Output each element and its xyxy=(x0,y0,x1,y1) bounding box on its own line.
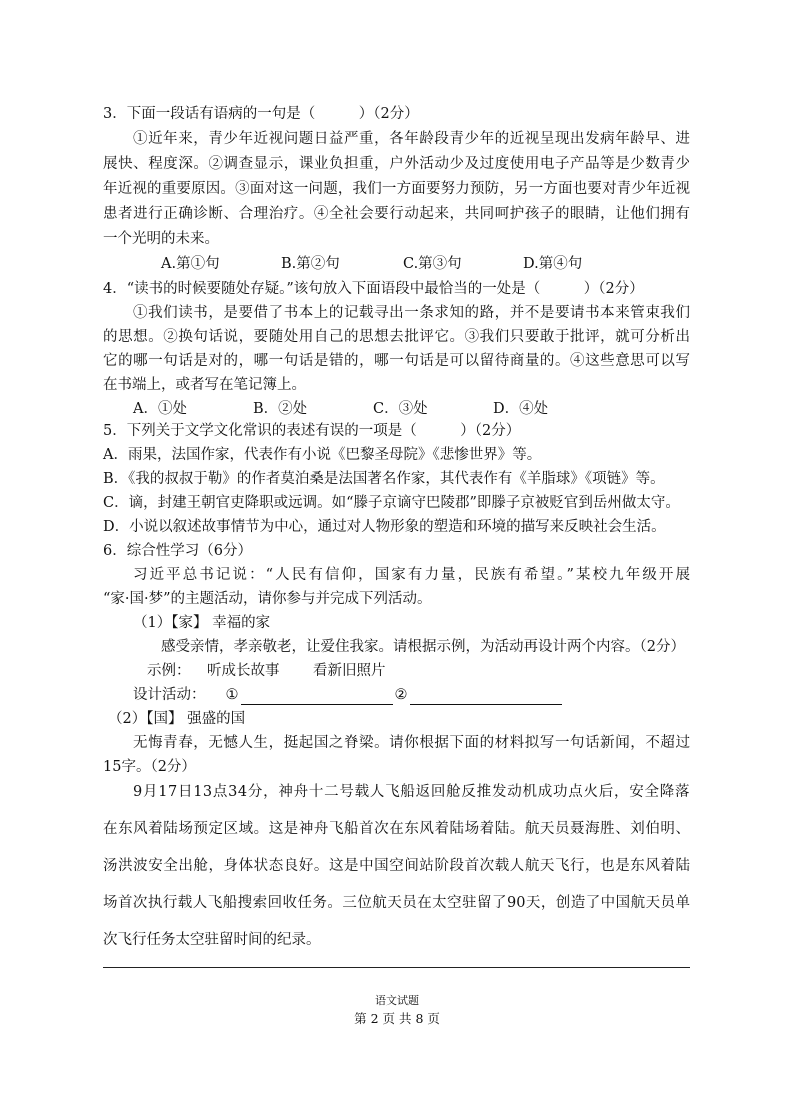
news-material-line: 场首次执行载人飞船搜索回收任务。三位航天员在太空驻留了90天，创造了中国航天员单 xyxy=(103,895,690,911)
q4-text-line: ①我们读书，是要借了书本上的记载寻出一条求知的路，并不是要请书本来管束我们 xyxy=(133,305,690,321)
q3-option-c: C.第③句 xyxy=(403,256,462,272)
news-material-line: 汤洪波安全出舱，身体状态良好。这是中国空间站阶段首次载人航天飞行，也是东风着陆 xyxy=(103,858,690,874)
q3-text-line: ①近年来，青少年近视问题日益严重，各年龄段青少年的近视呈现出发病年龄早、进 xyxy=(133,131,690,147)
q5-option-b: B．《我的叔叔于勒》的作者莫泊桑是法国著名作家，其代表作有《羊脂球》《项链》等。 xyxy=(103,471,665,487)
answer-blank-1[interactable] xyxy=(241,690,393,705)
q6-intro-line: 习近平总书记说：“人民有信仰，国家有力量，民族有希望。”某校九年级开展 xyxy=(133,567,690,583)
q4-option-a: A．①处 xyxy=(133,401,187,417)
news-material-line: 9月17日13点34分，神舟十二号载人飞船返回舱反推发动机成功点火后，安全降落 xyxy=(133,784,690,800)
page-number: 第 2 页 共 8 页 xyxy=(354,1011,440,1026)
q4-text-line: 在书端上，或者写在笔记簿上。 xyxy=(103,377,306,393)
q3-stem: 3．下面一段话有语病的一句是（ ）（2分） xyxy=(103,106,419,122)
example-label: 示例： xyxy=(147,663,191,679)
q3-text-line: 展快、程度深。②调查显示，课业负担重，户外活动少及过度使用电子产品等是少数青少 xyxy=(103,156,690,172)
q3-text-line: 年近视的重要原因。③面对这一问题，我们一方面要努力预防，另一方面也要对青少年近视 xyxy=(103,181,690,197)
answer-blank-2[interactable] xyxy=(410,690,562,705)
q6-part2-task-line: 无悔青春，无憾人生，挺起国之脊梁。请你根据下面的材料拟写一句话新闻，不超过 xyxy=(133,735,690,751)
q6-stem: 6．综合性学习（6分） xyxy=(103,543,252,559)
q4-option-c: C．③处 xyxy=(373,401,428,417)
q6-part1-task: 感受亲情，孝亲敬老，让爱住我家。请根据示例，为活动再设计两个内容。（2分） xyxy=(161,639,685,655)
q3-option-d: D.第④句 xyxy=(523,256,583,272)
news-material-line: 在东风着陆场预定区域。这是神舟飞船首次在东风着陆场着陆。航天员聂海胜、刘伯明、 xyxy=(103,821,690,837)
example-activity-1: 听成长故事 xyxy=(207,663,280,679)
q5-option-a: A．雨果，法国作家，代表作有小说《巴黎圣母院》《悲惨世界》等。 xyxy=(103,447,542,463)
footer-divider xyxy=(103,967,690,968)
q6-intro-line: “家·国·梦”的主题活动，请你参与并完成下列活动。 xyxy=(103,591,432,607)
q5-option-c: C．谪，封建王朝官吏降职或远调。如“滕子京谪守巴陵郡”即滕子京被贬官到岳州做太守。 xyxy=(103,495,680,511)
example-activity-2: 看新旧照片 xyxy=(313,663,386,679)
news-material-line: 次飞行任务太空驻留时间的纪录。 xyxy=(103,932,321,948)
q6-part2-task-line: 15字。（2分） xyxy=(103,759,196,775)
q5-option-d: D．小说以叙述故事情节为中心，通过对人物形象的塑造和环境的描写来反映社会生活。 xyxy=(103,519,666,535)
q4-text-line: 的思想。②换句话说，要随处用自己的思想去批评它。③我们只要敢于批评，就可分析出 xyxy=(103,329,690,345)
blank-2-marker: ② xyxy=(394,687,408,703)
q4-option-b: B．②处 xyxy=(253,401,308,417)
design-activity-row xyxy=(133,685,564,705)
footer-subject: 语文试题 xyxy=(375,994,419,1007)
q6-part1-title: （1）【家】 幸福的家 xyxy=(133,615,271,631)
q6-part2-title: （2）【国】 强盛的国 xyxy=(108,711,246,727)
design-activity-label: 设计活动： xyxy=(133,687,206,703)
q5-stem: 5．下列关于文学文化常识的表述有误的一项是（ ）（2分） xyxy=(103,423,521,439)
q3-text-line: 一个光明的未来。 xyxy=(103,231,219,247)
q3-option-b: B.第②句 xyxy=(281,256,340,272)
q3-text-line: 患者进行正确诊断、合理治疗。④全社会要行动起来，共同呵护孩子的眼睛，让他们拥有 xyxy=(103,206,690,222)
q4-text-line: 它的哪一句话是对的，哪一句话是错的，哪一句话是可以留待商量的。④这些意思可以写 xyxy=(103,353,690,369)
q4-stem: 4．“读书的时候要随处存疑。”该句放入下面语段中最恰当的一处是（ ）（2分） xyxy=(103,281,644,297)
q3-option-a: A.第①句 xyxy=(161,256,220,272)
q4-option-d: D．④处 xyxy=(493,401,549,417)
blank-1-marker: ① xyxy=(225,687,239,703)
